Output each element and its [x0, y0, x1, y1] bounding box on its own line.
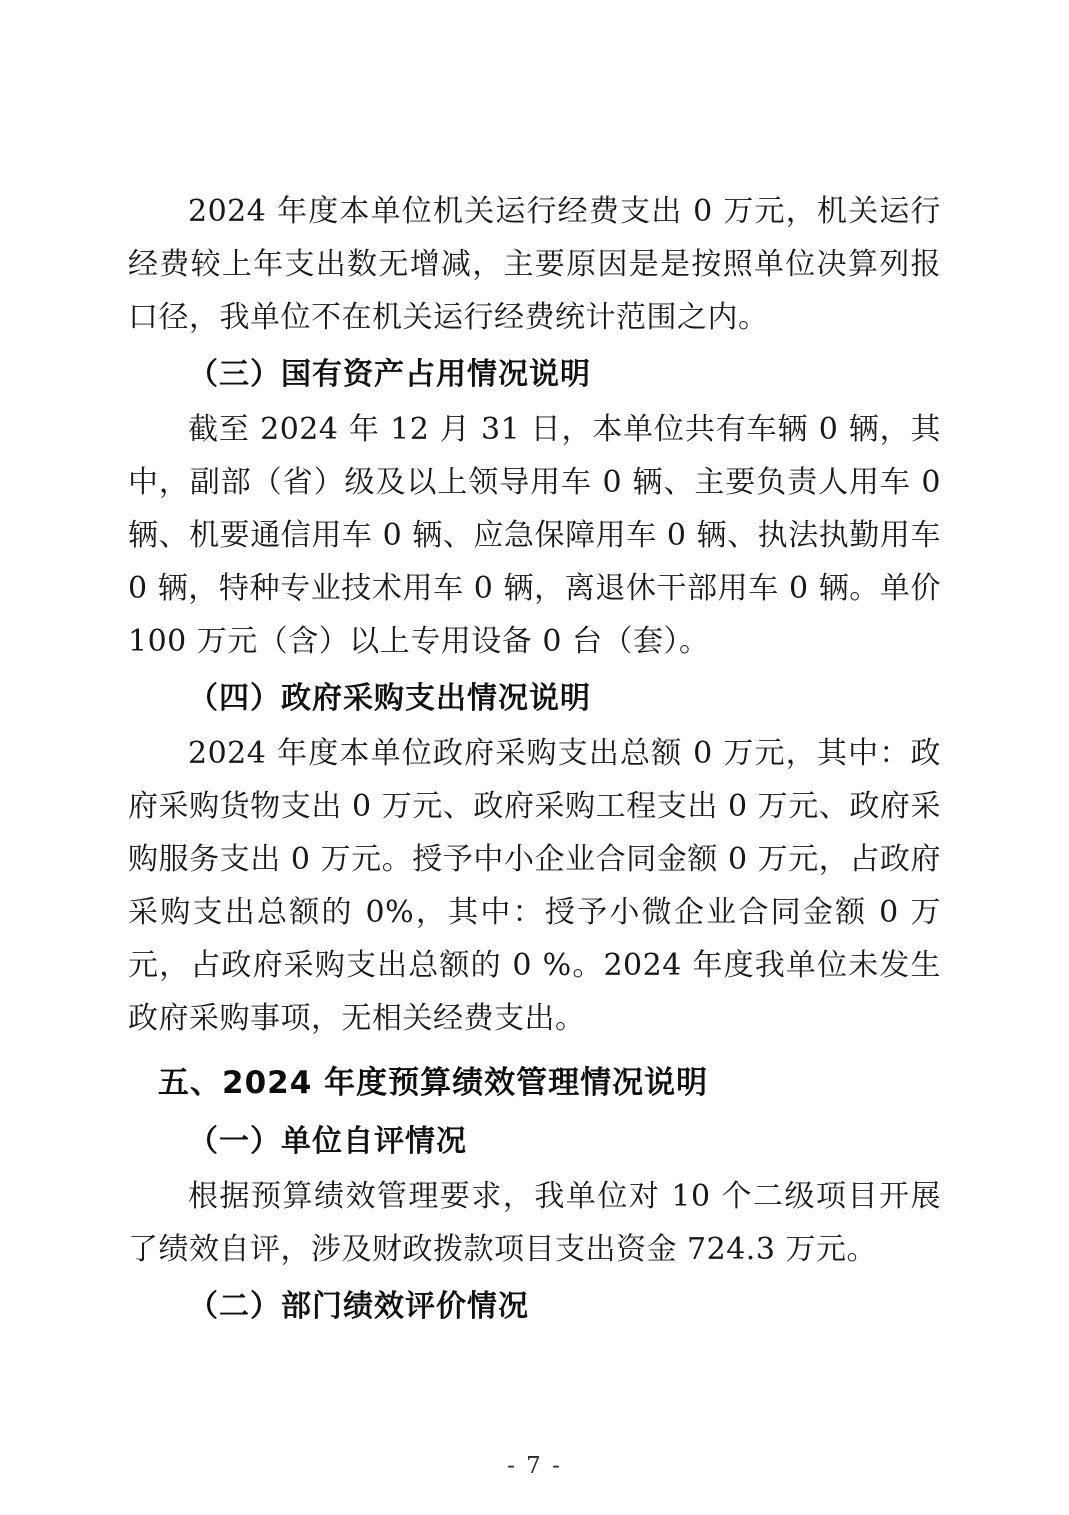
paragraph-state-assets: 截至 2024 年 12 月 31 日，本单位共有车辆 0 辆，其中，副部（省）级及以上领导用车 0 辆、主要负责人用车 0 辆、机要通信用车 0 辆、应急保障用车 0 辆、执法执勤用车 0 辆，特种专业技术用车 0 辆，离退休干部用车 0 辆。单价 100 万元（含）以上专用设备 0 台（套）。: [128, 412, 941, 659]
paragraph-self-evaluation: 根据预算绩效管理要求，我单位对 10 个二级项目开展了绩效自评，涉及财政拨款项目支出资金 724.3 万元。: [128, 1179, 941, 1267]
heading-self-evaluation: （一）单位自评情况: [188, 1124, 467, 1159]
heading-department-evaluation: （二）部门绩效评价情况: [188, 1289, 529, 1324]
page-number: - 7 -: [507, 1453, 562, 1479]
heading-budget-performance: 五、2024 年度预算绩效管理情况说明: [158, 1065, 709, 1101]
paragraph-operating-expenses: 2024 年度本单位机关运行经费支出 0 万元，机关运行经费较上年支出数无增减，主要原因是是按照单位决算列报口径，我单位不在机关运行经费统计范围之内。: [128, 194, 941, 335]
paragraph-government-procurement: 2024 年度本单位政府采购支出总额 0 万元，其中：政府采购货物支出 0 万元、政府采购工程支出 0 万元、政府采购服务支出 0 万元。授予中小企业合同金额 0 万元，占政府采购支出总额的 0%，其中：授予小微企业合同金额 0 万元，占政府采购支出总额的 0 %。2024 年度我单位未发生政府采购事项，无相关经费支出。: [128, 736, 941, 1036]
heading-government-procurement: （四）政府采购支出情况说明: [188, 681, 591, 716]
heading-state-assets: （三）国有资产占用情况说明: [188, 357, 591, 392]
